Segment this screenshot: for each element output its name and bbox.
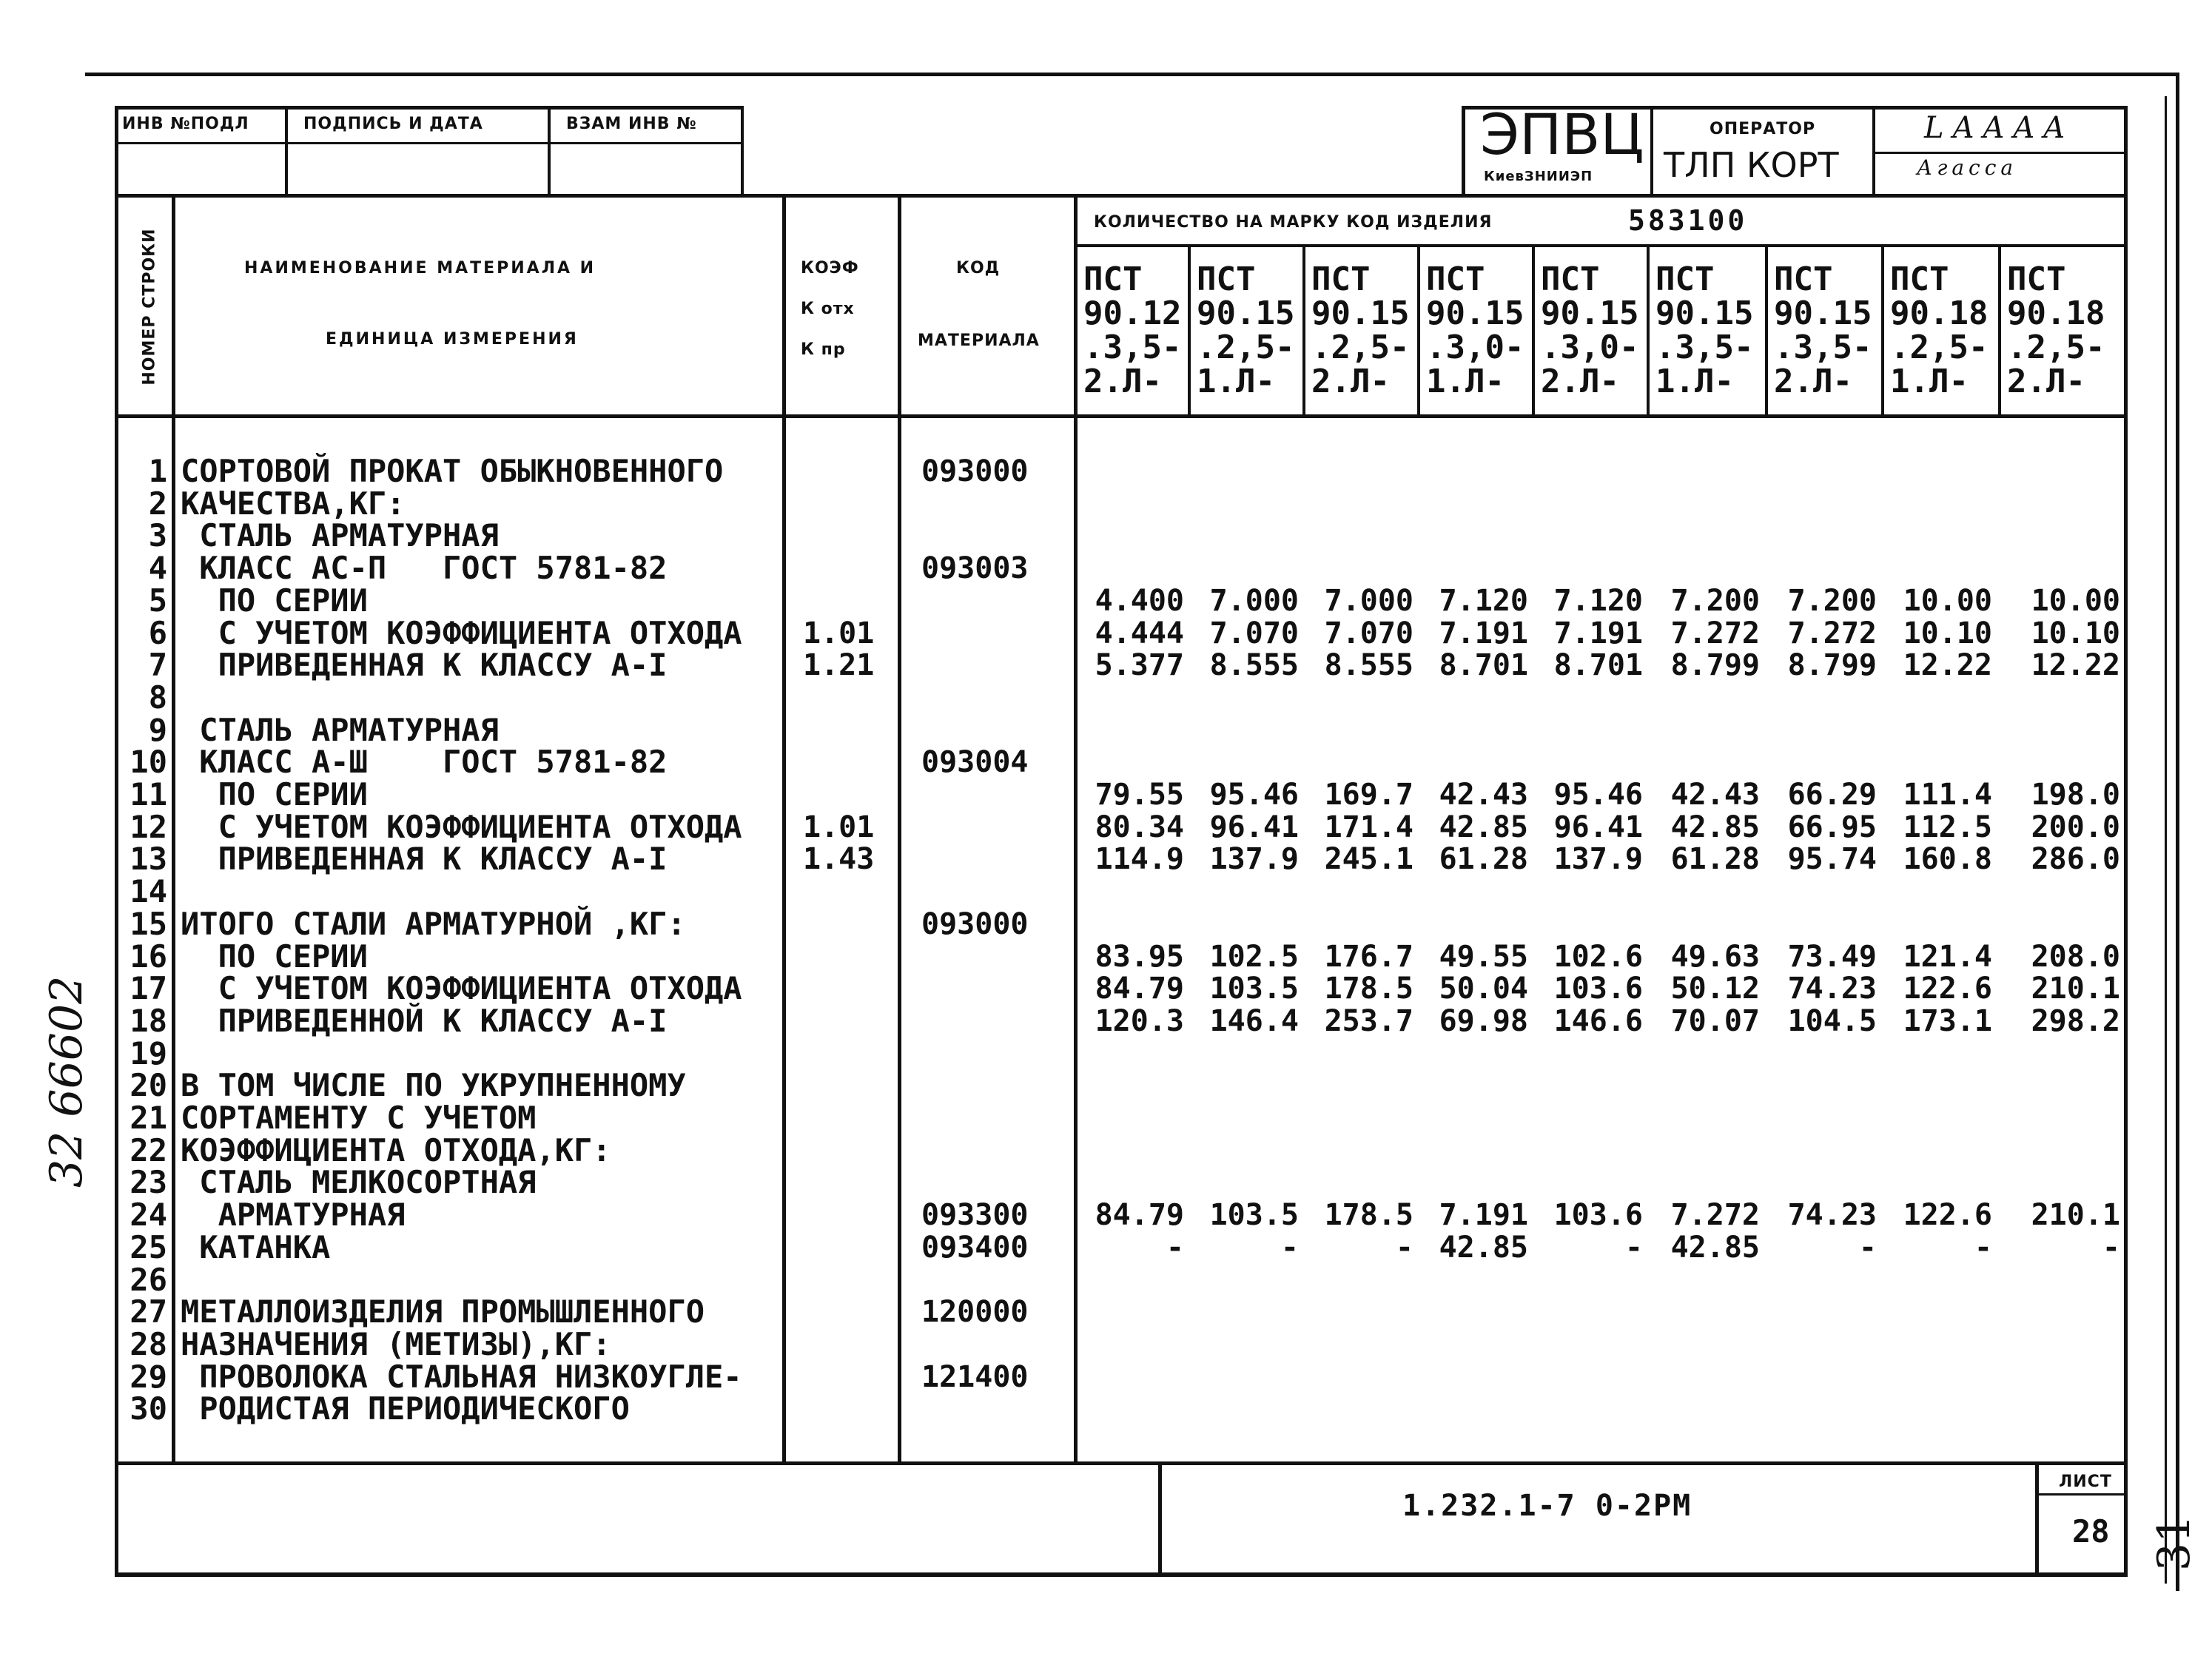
col-p8 — [1998, 246, 2001, 416]
row-value: 200.0 — [2031, 810, 2120, 844]
signature-top: LAAAA — [1924, 111, 2074, 145]
row-number: 3 — [148, 517, 167, 554]
header-row-number: НОМЕР СТРОКИ — [140, 228, 159, 386]
stamp-v4 — [741, 106, 744, 195]
row-name: КАТАНКА — [181, 1228, 331, 1265]
row-name: СТАЛЬ МЕЛКОСОРТНАЯ — [181, 1164, 537, 1201]
row-value: - — [1280, 1230, 1299, 1265]
row-name: В ТОМ ЧИСЛЕ ПО УКРУПНЕННОМУ — [181, 1067, 686, 1104]
col-coef — [898, 194, 901, 1464]
row-value: 7.000 — [1209, 583, 1299, 618]
row-value: 286.0 — [2031, 842, 2120, 877]
row-name: СОРТОВОЙ ПРОКАТ ОБЫКНОВЕННОГО — [181, 453, 724, 489]
product-header-line: 2.Л- — [1774, 363, 1852, 400]
row-value: 7.191 — [1439, 616, 1528, 650]
row-value: 176.7 — [1324, 939, 1413, 974]
col-p4 — [1532, 246, 1535, 416]
stamp-v2 — [285, 106, 288, 195]
row-number: 12 — [130, 808, 167, 845]
org-name: ЭПВЦ — [1480, 101, 1644, 167]
row-value: 10.00 — [2031, 583, 2120, 618]
row-name: КАЧЕСТВА,КГ: — [181, 485, 406, 522]
signature-bottom: Агасса — [1917, 155, 2018, 180]
row-number: 15 — [130, 905, 167, 942]
header-name-2: ЕДИНИЦА ИЗМЕРЕНИЯ — [326, 330, 579, 349]
row-number: 11 — [130, 776, 167, 813]
row-code: 121400 — [921, 1359, 1029, 1394]
operator-value: ТЛП КОРТ — [1664, 145, 1839, 185]
col-p5 — [1647, 246, 1650, 416]
product-header-line: 90.15 — [1774, 295, 1872, 332]
row-name: АРМАТУРНАЯ — [181, 1197, 406, 1234]
product-header-line: 1.Л- — [1426, 363, 1505, 400]
org-box-v3 — [1872, 106, 1875, 195]
row-number: 30 — [130, 1390, 167, 1427]
row-value: 95.74 — [1787, 842, 1877, 877]
row-value: 42.85 — [1439, 1230, 1528, 1265]
row-value: 103.5 — [1209, 972, 1299, 1006]
header-coef-2: К отх — [801, 300, 855, 318]
row-code: 093004 — [921, 745, 1029, 780]
row-value: 74.23 — [1787, 1198, 1877, 1233]
row-value: 104.5 — [1787, 1003, 1877, 1038]
row-number: 23 — [130, 1164, 167, 1201]
product-header-line: 2.Л- — [1541, 363, 1619, 400]
row-value: 5.377 — [1095, 648, 1184, 683]
row-value: 61.28 — [1439, 842, 1528, 877]
product-header-line: ПСТ — [1197, 260, 1256, 298]
row-number: 7 — [148, 647, 167, 684]
product-header-line: ПСТ — [1774, 260, 1833, 298]
row-value: 122.6 — [1903, 972, 1992, 1006]
row-number: 18 — [130, 1002, 167, 1039]
row-name: С УЧЕТОМ КОЭФФИЦИЕНТА ОТХОДА — [181, 808, 742, 845]
right-edge-mark: 31 — [2148, 1514, 2201, 1572]
row-value: - — [1395, 1230, 1413, 1265]
row-value: 210.1 — [2031, 972, 2120, 1006]
table-bottom — [115, 1461, 2128, 1465]
row-name: НАЗНАЧЕНИЯ (МЕТИЗЫ),КГ: — [181, 1325, 611, 1362]
row-value: 208.0 — [2031, 939, 2120, 974]
table-top — [115, 194, 2128, 198]
row-value: 96.41 — [1553, 810, 1643, 844]
row-value: 103.6 — [1553, 972, 1643, 1006]
product-header-line: .3,5- — [1083, 329, 1182, 366]
row-value: - — [1166, 1230, 1184, 1265]
row-number: 20 — [130, 1067, 167, 1104]
row-value: 4.444 — [1095, 616, 1184, 650]
org-box-v1 — [1462, 106, 1465, 195]
row-value: 69.98 — [1439, 1003, 1528, 1038]
row-value: - — [1624, 1230, 1643, 1265]
header-product-code: 583100 — [1628, 204, 1748, 237]
product-header-line: 2.Л- — [1083, 363, 1162, 400]
row-value: 7.272 — [1787, 616, 1877, 650]
row-value: 66.29 — [1787, 778, 1877, 812]
row-code: 093000 — [921, 454, 1029, 488]
product-header-line: 2.Л- — [2007, 363, 2085, 400]
row-code: 093003 — [921, 551, 1029, 586]
row-number: 8 — [148, 679, 167, 716]
row-value: 83.95 — [1095, 939, 1184, 974]
row-number: 16 — [130, 938, 167, 975]
product-header-line: .3,5- — [1774, 329, 1872, 366]
col-p2 — [1302, 246, 1305, 416]
row-value: - — [1858, 1230, 1877, 1265]
row-value: 50.12 — [1670, 972, 1760, 1006]
row-coef: 1.01 — [803, 616, 875, 650]
row-name: ПО СЕРИИ — [181, 582, 368, 619]
row-value: 112.5 — [1903, 810, 1992, 844]
row-value: 66.95 — [1787, 810, 1877, 844]
row-name: ПРИВЕДЕННАЯ К КЛАССУ А-I — [181, 647, 668, 684]
row-value: 7.191 — [1439, 1198, 1528, 1233]
row-name: ПО СЕРИИ — [181, 776, 368, 813]
row-value: 42.85 — [1670, 1230, 1760, 1265]
row-number: 14 — [130, 873, 167, 910]
product-header-line: ПСТ — [1311, 260, 1371, 298]
product-header-line: .2,5- — [1311, 329, 1410, 366]
header-code-1: КОД — [956, 259, 1001, 277]
col-right — [2124, 194, 2128, 1577]
product-header-line: ПСТ — [1426, 260, 1485, 298]
sheet-bottom — [115, 1572, 2128, 1577]
product-header-line: 90.15 — [1426, 295, 1524, 332]
row-name: ПРИВЕДЕННОЙ К КЛАССУ А-I — [181, 1002, 668, 1039]
row-coef: 1.01 — [803, 810, 875, 844]
header-bottom — [115, 414, 2128, 418]
product-header-line: ПСТ — [1655, 260, 1715, 298]
row-name: КЛАСС АС-П ГОСТ 5781-82 — [181, 550, 668, 587]
row-name: ИТОГО СТАЛИ АРМАТУРНОЙ ,КГ: — [181, 905, 686, 942]
row-value: 210.1 — [2031, 1198, 2120, 1233]
doc-code: 1.232.1-7 0-2РМ — [1402, 1489, 1692, 1523]
row-number: 22 — [130, 1131, 167, 1168]
row-name: КЛАСС А-Ш ГОСТ 5781-82 — [181, 744, 668, 781]
org-box-mid — [1872, 152, 2128, 154]
row-value: 10.00 — [1903, 583, 1992, 618]
row-value: 103.5 — [1209, 1198, 1299, 1233]
row-coef: 1.43 — [803, 842, 875, 877]
product-header-line: 1.Л- — [1655, 363, 1734, 400]
product-header-line: .2,5- — [1197, 329, 1295, 366]
row-value: 79.55 — [1095, 778, 1184, 812]
row-value: 178.5 — [1324, 1198, 1413, 1233]
col-p1 — [1188, 246, 1191, 416]
row-value: 7.272 — [1670, 616, 1760, 650]
row-value: 74.23 — [1787, 972, 1877, 1006]
col-p6 — [1765, 246, 1768, 416]
product-header-line: 90.18 — [1890, 295, 1989, 332]
row-number: 2 — [148, 485, 167, 522]
row-value: 169.7 — [1324, 778, 1413, 812]
header-code-2: МАТЕРИАЛА — [918, 332, 1040, 350]
row-value: 137.9 — [1209, 842, 1299, 877]
product-header-line: 90.15 — [1311, 295, 1410, 332]
row-number: 29 — [130, 1358, 167, 1395]
footer-sheet-rule — [2035, 1493, 2128, 1496]
row-value: 146.6 — [1553, 1003, 1643, 1038]
stamp-v1 — [115, 106, 118, 195]
row-value: 84.79 — [1095, 1198, 1184, 1233]
row-name: КОЭФФИЦИЕНТА ОТХОДА,КГ: — [181, 1131, 611, 1168]
org-sub: КиевЗНИИЭП — [1484, 169, 1593, 184]
product-header-line: 2.Л- — [1311, 363, 1390, 400]
row-value: 8.701 — [1439, 648, 1528, 683]
row-value: 73.49 — [1787, 939, 1877, 974]
row-value: 173.1 — [1903, 1003, 1992, 1038]
row-value: 198.0 — [2031, 778, 2120, 812]
row-value: 137.9 — [1553, 842, 1643, 877]
row-value: 42.85 — [1670, 810, 1760, 844]
row-value: 7.000 — [1324, 583, 1413, 618]
row-value: 95.46 — [1553, 778, 1643, 812]
row-number: 10 — [130, 744, 167, 781]
row-code: 093300 — [921, 1198, 1029, 1233]
right-rule-2 — [2165, 96, 2167, 1584]
row-value: 10.10 — [1903, 616, 1992, 650]
product-header-line: 90.18 — [2007, 295, 2105, 332]
header-name-1: НАИМЕНОВАНИЕ МАТЕРИАЛА И — [244, 259, 596, 277]
stamp-mid — [115, 142, 744, 144]
handwritten-archive-number: 32 66602 — [41, 975, 93, 1188]
col-p7 — [1881, 246, 1884, 416]
row-name: СТАЛЬ АРМАТУРНАЯ — [181, 711, 499, 748]
row-value: 121.4 — [1903, 939, 1992, 974]
product-header-line: .2,5- — [2007, 329, 2105, 366]
row-number: 27 — [130, 1293, 167, 1330]
stamp-inv-label: ИНВ №ПОДЛ — [122, 115, 249, 133]
org-box-v4 — [2124, 106, 2128, 195]
stamp-v3 — [548, 106, 551, 195]
product-header-line: 90.15 — [1655, 295, 1754, 332]
row-value: 7.070 — [1324, 616, 1413, 650]
stamp-top — [115, 106, 744, 110]
row-value: 7.191 — [1553, 616, 1643, 650]
product-header-line: ПСТ — [2007, 260, 2066, 298]
row-value: 7.200 — [1670, 583, 1760, 618]
operator-label: ОПЕРАТОР — [1710, 120, 1816, 138]
row-code: 093400 — [921, 1230, 1029, 1265]
row-name: СТАЛЬ АРМАТУРНАЯ — [181, 517, 499, 554]
row-name: МЕТАЛЛОИЗДЕЛИЯ ПРОМЫШЛЕННОГО — [181, 1293, 705, 1330]
row-value: 8.555 — [1324, 648, 1413, 683]
org-box-v2 — [1650, 106, 1653, 195]
row-number: 19 — [130, 1034, 167, 1071]
right-rule — [2176, 74, 2179, 1591]
row-number: 25 — [130, 1228, 167, 1265]
col-p3 — [1417, 246, 1420, 416]
stamp-vzam-label: ВЗАМ ИНВ № — [566, 115, 697, 133]
row-value: 160.8 — [1903, 842, 1992, 877]
row-value: 171.4 — [1324, 810, 1413, 844]
row-value: 61.28 — [1670, 842, 1760, 877]
row-value: 8.701 — [1553, 648, 1643, 683]
top-rule — [85, 73, 2179, 76]
row-value: 50.04 — [1439, 972, 1528, 1006]
row-name: СОРТАМЕНТУ С УЧЕТОМ — [181, 1100, 537, 1136]
row-value: 298.2 — [2031, 1003, 2120, 1038]
row-value: 7.120 — [1439, 583, 1528, 618]
product-header-line: 90.15 — [1541, 295, 1639, 332]
row-value: 84.79 — [1095, 972, 1184, 1006]
product-header-line: ПСТ — [1541, 260, 1600, 298]
qty-sub-rule — [1075, 244, 2128, 247]
row-value: - — [1974, 1230, 1992, 1265]
product-header-line: .2,5- — [1890, 329, 1989, 366]
row-value: 49.55 — [1439, 939, 1528, 974]
row-value: 8.555 — [1209, 648, 1299, 683]
row-number: 4 — [148, 550, 167, 587]
row-value: - — [2102, 1230, 2120, 1265]
row-value: 253.7 — [1324, 1003, 1413, 1038]
product-header-line: 90.12 — [1083, 295, 1182, 332]
row-name: ПО СЕРИИ — [181, 938, 368, 975]
row-value: 12.22 — [1903, 648, 1992, 683]
row-number: 6 — [148, 614, 167, 651]
header-coef-1: КОЭФ — [801, 259, 859, 277]
row-value: 7.070 — [1209, 616, 1299, 650]
row-value: 7.272 — [1670, 1198, 1760, 1233]
footer-v2 — [2035, 1461, 2039, 1576]
product-header-line: .3,5- — [1655, 329, 1754, 366]
row-value: 8.799 — [1670, 648, 1760, 683]
row-value: 146.4 — [1209, 1003, 1299, 1038]
row-number: 1 — [148, 453, 167, 489]
row-value: 10.10 — [2031, 616, 2120, 650]
product-header-line: 1.Л- — [1890, 363, 1969, 400]
row-value: 70.07 — [1670, 1003, 1760, 1038]
row-value: 49.63 — [1670, 939, 1760, 974]
row-value: 102.5 — [1209, 939, 1299, 974]
row-name: ПРИВЕДЕННАЯ К КЛАССУ А-I — [181, 841, 668, 878]
row-value: 95.46 — [1209, 778, 1299, 812]
row-value: 8.799 — [1787, 648, 1877, 683]
product-header-line: .3,0- — [1426, 329, 1524, 366]
header-qty: КОЛИЧЕСТВО НА МАРКУ КОД ИЗДЕЛИЯ — [1094, 213, 1493, 232]
row-number: 21 — [130, 1100, 167, 1136]
product-header-line: .3,0- — [1541, 329, 1639, 366]
row-coef: 1.21 — [803, 648, 875, 683]
row-value: 12.22 — [2031, 648, 2120, 683]
row-value: 7.200 — [1787, 583, 1877, 618]
col-rownum — [172, 194, 175, 1464]
row-value: 80.34 — [1095, 810, 1184, 844]
row-number: 26 — [130, 1261, 167, 1298]
footer-v1 — [1158, 1461, 1162, 1576]
row-value: 102.6 — [1553, 939, 1643, 974]
row-value: 111.4 — [1903, 778, 1992, 812]
row-name: РОДИСТАЯ ПЕРИОДИЧЕСКОГО — [181, 1390, 630, 1427]
row-code: 120000 — [921, 1295, 1029, 1330]
row-number: 5 — [148, 582, 167, 619]
row-value: 7.120 — [1553, 583, 1643, 618]
row-value: 42.43 — [1439, 778, 1528, 812]
row-value: 4.400 — [1095, 583, 1184, 618]
row-value: 120.3 — [1095, 1003, 1184, 1038]
row-value: 245.1 — [1324, 842, 1413, 877]
row-number: 28 — [130, 1325, 167, 1362]
row-value: 114.9 — [1095, 842, 1184, 877]
row-number: 13 — [130, 841, 167, 878]
stamp-sign-label: ПОДПИСЬ И ДАТА — [303, 115, 483, 133]
row-name: ПРОВОЛОКА СТАЛЬНАЯ НИЗКОУГЛЕ- — [181, 1358, 742, 1395]
product-header-line: ПСТ — [1890, 260, 1949, 298]
product-header-line: 1.Л- — [1197, 363, 1275, 400]
row-number: 9 — [148, 711, 167, 748]
row-value: 178.5 — [1324, 972, 1413, 1006]
row-value: 122.6 — [1903, 1198, 1992, 1233]
header-coef-3: К пр — [801, 340, 846, 359]
sheet-label: ЛИСТ — [2059, 1473, 2112, 1491]
row-value: 42.43 — [1670, 778, 1760, 812]
row-number: 24 — [130, 1197, 167, 1234]
row-name: С УЧЕТОМ КОЭФФИЦИЕНТА ОТХОДА — [181, 614, 742, 651]
product-header-line: 90.15 — [1197, 295, 1295, 332]
row-value: 96.41 — [1209, 810, 1299, 844]
row-number: 17 — [130, 970, 167, 1007]
sheet-number: 28 — [2072, 1513, 2110, 1550]
row-value: 103.6 — [1553, 1198, 1643, 1233]
row-name: С УЧЕТОМ КОЭФФИЦИЕНТА ОТХОДА — [181, 970, 742, 1007]
col-name — [782, 194, 786, 1464]
row-code: 093000 — [921, 906, 1029, 941]
product-header-line: ПСТ — [1083, 260, 1143, 298]
row-value: 42.85 — [1439, 810, 1528, 844]
